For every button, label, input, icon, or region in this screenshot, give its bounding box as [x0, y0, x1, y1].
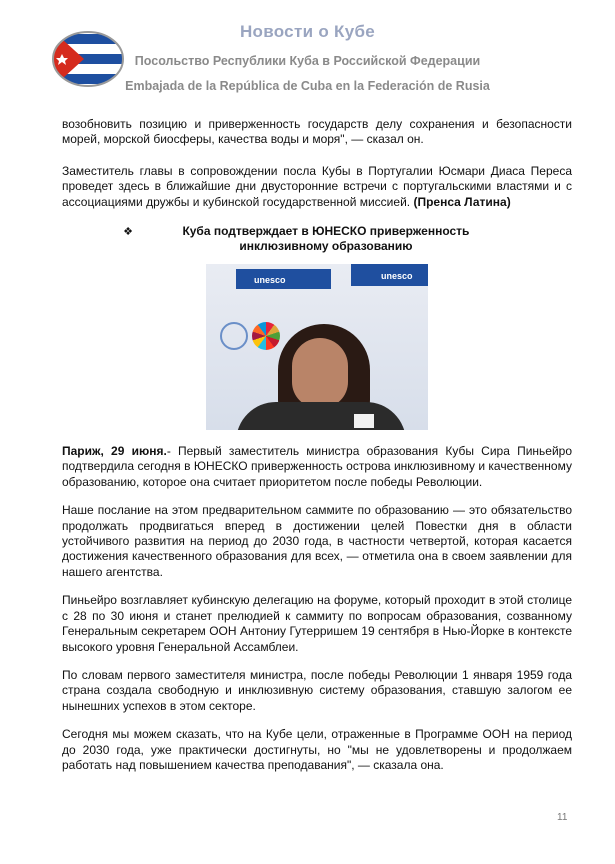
person-face: [292, 338, 348, 408]
article-headline: [62, 224, 572, 254]
headline-text: Куба подтверждает в ЮНЕСКО приверженность инклюзивному образованию: [182, 224, 470, 254]
article-paragraph: По словам первого заместителя министра, после победы Революции 1 января 1959 года страна создала свободную и инклюзивную систему образования, ставшую залогом ее нынешних успехов в этом секторе.: [62, 667, 572, 713]
unesco-banner-text: unesco: [254, 275, 286, 286]
sdg-wheel-icon: [252, 322, 280, 350]
dateline: Париж, 29 июня.: [62, 444, 167, 459]
embassy-name-es: Embajada de la República de Cuba en la Federación de Rusia: [125, 79, 490, 93]
page-header: [0, 0, 615, 105]
lead-text: - Первый заместитель министра образования Кубы Сира Пиньейро подтвердила сегодня в ЮНЕСКО приверженность острова инклюзивному и качественному образованию, которое она считает приоритетом после победы Революции.: [62, 444, 573, 489]
article-lead: [62, 444, 572, 490]
person-body: [236, 402, 406, 430]
newsletter-title: Новости о Кубе: [239, 22, 376, 41]
paragraph-visit: [62, 164, 572, 210]
paragraph-continuation: возобновить позицию и приверженность государств делу сохранения и безопасности морей, морской биосферы, качества воды и моря", — сказал он.: [62, 117, 572, 147]
article-photo: [206, 264, 428, 430]
article-paragraph: Наше послание на этом предварительном саммите по образованию — это обязательство продолжать продвигаться вперед в достижении целей Повестки дня в области устойчивого развития на период до 2030 года, в частности четвертой, которая касается достижения качественного образования для всех, — отметила она в своем заявлении для нашего агентства.: [62, 503, 572, 579]
page-content: [62, 117, 572, 773]
unesco-banner-text: unesco: [381, 271, 413, 282]
paragraph-visit-text: Заместитель главы в сопровождении посла Кубы в Португалии Юсмари Диаса Переса проведет здесь в ближайшие дни двусторонние встречи с португальскими властями и с ассоциациями дружбы и кубинской государственной миссией.: [62, 163, 572, 209]
diamond-bullet-icon: ❖: [123, 226, 133, 239]
article-paragraph: Пиньейро возглавляет кубинскую делегацию на форуме, который проходит в этой столице с 28 по 30 июня и станет прелюдией к саммиту по вопросам образования, созванному Генеральным секретарем ООН Антониу Гутерришем 19 сентября в Нью-Йорке в контексте высокого уровня Генеральной Ассамблеи.: [62, 593, 572, 654]
page-number: 11: [557, 812, 568, 823]
source-tag: (Пренса Латина): [413, 194, 511, 209]
name-badge: [354, 414, 374, 428]
article-paragraph: Сегодня мы можем сказать, что на Кубе цели, отраженные в Программе ООН на период до 2030 года, уже практически достигнуты, но "мы не удовлетворены и продолжаем работать над повышением качества преподавания", — сказала она.: [62, 727, 572, 772]
un-emblem-icon: [220, 322, 248, 350]
embassy-name-ru: Посольство Республики Куба в Российской Федерации: [134, 54, 481, 68]
